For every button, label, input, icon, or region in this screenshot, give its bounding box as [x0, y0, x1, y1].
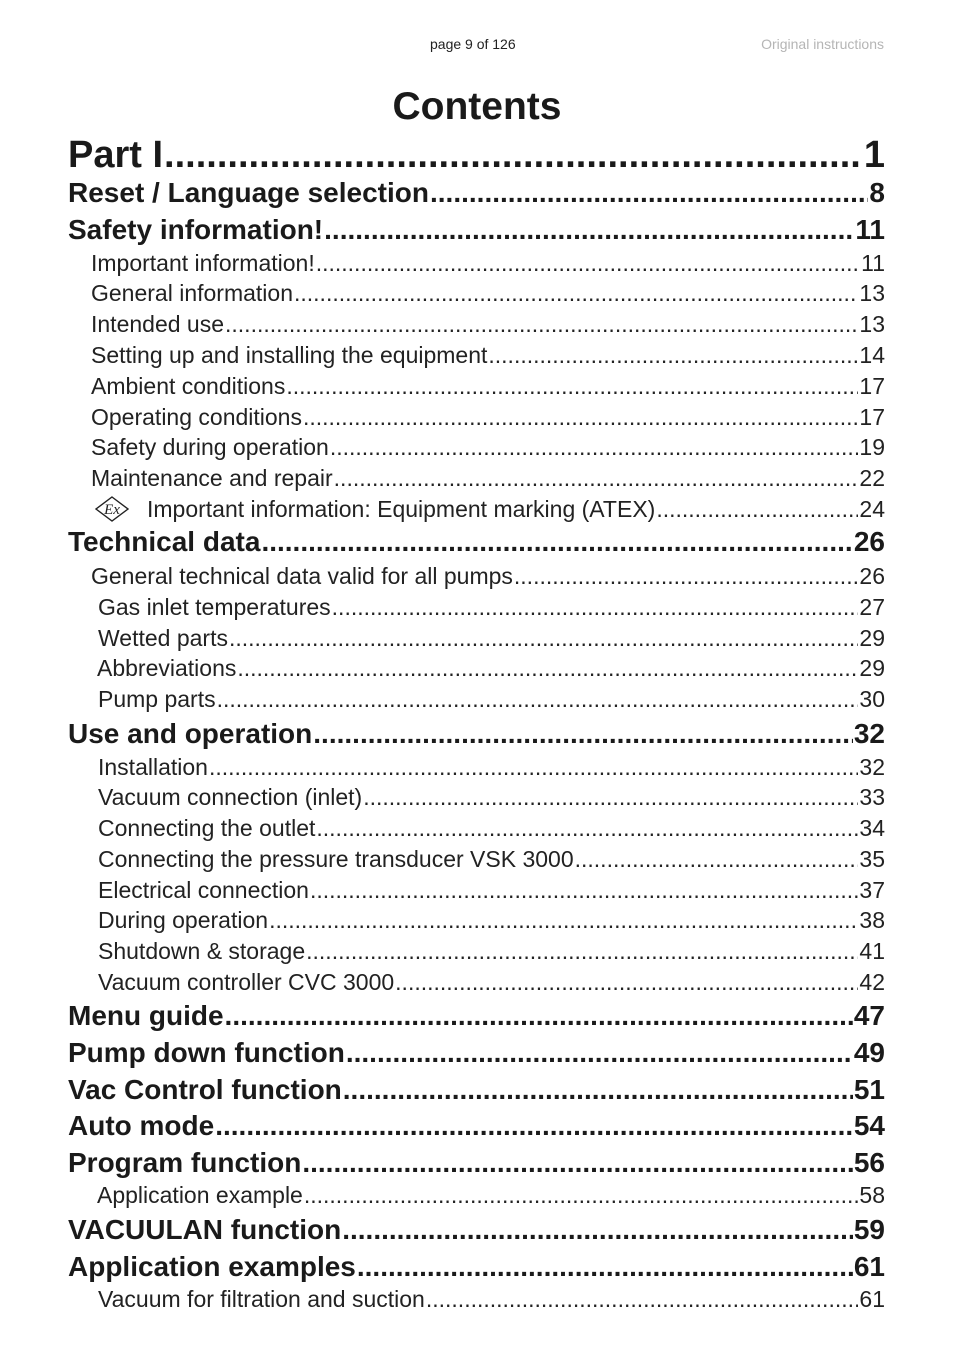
toc-entry[interactable]: [68, 1213, 885, 1247]
toc-entry-title: Shutdown & storage: [98, 938, 306, 964]
toc-entry[interactable]: [68, 999, 885, 1033]
toc-entry-page: 11: [861, 250, 885, 276]
dot-leader: [313, 717, 853, 751]
toc-entry-title: General information: [91, 280, 293, 306]
toc-entry[interactable]: [98, 814, 885, 842]
toc-entry-title: Program function: [68, 1147, 302, 1178]
toc-entry-page: 14: [859, 342, 885, 368]
toc-entry-title: Maintenance and repair: [91, 465, 333, 491]
dot-leader: [575, 845, 859, 873]
toc-entry-title: Safety information!: [68, 214, 324, 245]
toc-entry-title: General technical data valid for all pumps: [91, 563, 513, 589]
dot-leader: [269, 906, 858, 934]
toc-entry-title: Operating conditions: [91, 404, 302, 430]
dot-leader: [303, 403, 858, 431]
toc-entry[interactable]: [68, 213, 885, 247]
toc-entry-title: Vac Control function: [68, 1074, 342, 1105]
toc-entry-title: Important information: Equipment marking (ATEX): [147, 496, 656, 522]
toc-entry[interactable]: [91, 372, 885, 400]
toc-entry-title: Setting up and installing the equipment: [91, 342, 488, 368]
dot-leader: [343, 1073, 853, 1107]
toc-entry-title: During operation: [98, 907, 269, 933]
toc-entry-title: Vacuum for filtration and suction: [98, 1286, 425, 1312]
toc-entry-page: 11: [855, 214, 885, 245]
toc-entry[interactable]: [91, 464, 885, 492]
toc-entry[interactable]: [68, 176, 885, 210]
toc-entry-page: 56: [853, 1147, 885, 1178]
toc-entry[interactable]: [91, 562, 885, 590]
toc-entry-page: 26: [853, 526, 885, 557]
toc-entry[interactable]: [98, 753, 885, 781]
dot-leader: [346, 1036, 853, 1070]
toc-entry-title-group: [95, 495, 655, 524]
dot-leader: [229, 624, 858, 652]
toc-entry-page: 59: [853, 1214, 885, 1245]
toc-entry-title: Installation: [98, 754, 208, 780]
toc-entry[interactable]: [98, 685, 885, 713]
toc-entry[interactable]: [98, 845, 885, 873]
toc-entry-title: Pump parts: [98, 686, 216, 712]
dot-leader: [330, 433, 859, 461]
dot-leader: [215, 1109, 853, 1143]
toc-entry[interactable]: [68, 1109, 885, 1143]
toc-entry-page: 32: [859, 754, 885, 780]
toc-entry-page: 42: [859, 969, 885, 995]
dot-leader: [310, 876, 858, 904]
toc-entry-page: 17: [859, 373, 885, 399]
toc-entry-title: Connecting the pressure transducer VSK 3000: [98, 846, 574, 872]
dot-leader: [261, 525, 852, 559]
dot-leader: [488, 341, 858, 369]
toc-entry[interactable]: [97, 1181, 885, 1209]
toc-entry-title: Pump down function: [68, 1037, 345, 1068]
toc-entry-title: Important information!: [91, 250, 315, 276]
toc-entry-title: Vacuum controller CVC 3000: [98, 969, 395, 995]
toc-entry-title: Use and operation: [68, 718, 313, 749]
toc-entry-page: 38: [859, 907, 885, 933]
dot-leader: [225, 310, 858, 338]
dot-leader: [237, 654, 858, 682]
toc-entry-page: 54: [853, 1110, 885, 1141]
toc-entry-page: 35: [859, 846, 885, 872]
toc-entry[interactable]: [91, 310, 885, 338]
toc-entry[interactable]: [68, 1146, 885, 1180]
toc-entry-page: 17: [859, 404, 885, 430]
toc-entry-title: Wetted parts: [98, 625, 228, 651]
document-note: Original instructions: [761, 36, 884, 52]
toc-entry-title: Reset / Language selection: [68, 177, 429, 208]
toc-entry-page: 8: [869, 177, 885, 208]
dot-leader: [306, 937, 858, 965]
dot-leader: [164, 133, 863, 177]
toc-entry[interactable]: [91, 249, 885, 277]
toc-entry-page: 33: [859, 784, 885, 810]
dot-leader: [286, 372, 858, 400]
toc-entry-page: 51: [853, 1074, 885, 1105]
svg-text:Ex: Ex: [104, 501, 120, 518]
toc-entry[interactable]: [68, 717, 885, 751]
toc-entry-page: 61: [859, 1286, 885, 1312]
toc-entry-page: 26: [859, 563, 885, 589]
toc-entry-title: Part I: [68, 134, 164, 176]
toc-entry[interactable]: [68, 1073, 885, 1107]
toc-entry-title: Electrical connection: [98, 877, 309, 903]
toc-entry-title: Application examples: [68, 1251, 356, 1282]
toc-entry[interactable]: [98, 1285, 885, 1313]
toc-entry-title: Vacuum connection (inlet): [98, 784, 363, 810]
toc-entry-title: Application example: [97, 1182, 303, 1208]
toc-entry[interactable]: [98, 783, 885, 811]
dot-leader: [302, 1146, 853, 1180]
toc-entry[interactable]: [91, 403, 885, 431]
toc-entry-title: Technical data: [68, 526, 261, 557]
toc-entry[interactable]: [91, 341, 885, 369]
dot-leader: [395, 968, 858, 996]
toc-entry-page: 34: [859, 815, 885, 841]
dot-leader: [304, 1181, 859, 1209]
toc-entry-title: Intended use: [91, 311, 225, 337]
ex-atex-icon: [95, 496, 129, 522]
page-number: page 9 of 126: [430, 36, 516, 52]
dot-leader: [514, 562, 859, 590]
dot-leader: [294, 279, 858, 307]
dot-leader: [426, 1285, 859, 1313]
toc-entry[interactable]: [95, 495, 885, 524]
toc-entry[interactable]: [91, 433, 885, 461]
toc-entry[interactable]: [97, 654, 885, 682]
toc-entry-page: 32: [853, 718, 885, 749]
toc-entry[interactable]: [98, 624, 885, 652]
dot-leader: [209, 753, 858, 781]
toc-entry-page: 1: [863, 134, 885, 176]
dot-leader: [316, 814, 858, 842]
toc-entry-title: Safety during operation: [91, 434, 329, 460]
toc-entry-page: 61: [853, 1251, 885, 1282]
dot-leader: [217, 685, 859, 713]
toc-entry-title: Abbreviations: [97, 655, 237, 681]
toc-entry-title: Connecting the outlet: [98, 815, 316, 841]
toc-entry[interactable]: [98, 937, 885, 965]
toc-entry-page: 27: [859, 594, 885, 620]
toc-entry[interactable]: [68, 133, 885, 177]
dot-leader: [357, 1250, 853, 1284]
toc-entry-page: 13: [859, 280, 885, 306]
dot-leader: [656, 495, 858, 523]
dot-leader: [430, 176, 868, 210]
toc-entry-page: 41: [859, 938, 885, 964]
toc-entry-page: 29: [859, 655, 885, 681]
toc-entry[interactable]: [98, 876, 885, 904]
toc-entry-page: 58: [859, 1182, 885, 1208]
toc-entry-page: 24: [859, 496, 885, 522]
toc-entry-title: Gas inlet temperatures: [98, 594, 331, 620]
dot-leader: [334, 464, 859, 492]
toc-entry-page: 37: [859, 877, 885, 903]
dot-leader: [332, 593, 859, 621]
toc-entry[interactable]: [98, 906, 885, 934]
dot-leader: [342, 1213, 853, 1247]
toc-entry-title: Menu guide: [68, 1000, 224, 1031]
toc-entry-page: 22: [859, 465, 885, 491]
toc-entry-page: 13: [859, 311, 885, 337]
toc-entry-title: VACUULAN function: [68, 1214, 342, 1245]
toc-entry-title: Auto mode: [68, 1110, 215, 1141]
toc-entry[interactable]: [68, 525, 885, 559]
toc-entry-page: 49: [853, 1037, 885, 1068]
toc-entry-title: Ambient conditions: [91, 373, 286, 399]
toc-entry[interactable]: [68, 1250, 885, 1284]
dot-leader: [225, 999, 853, 1033]
dot-leader: [363, 783, 858, 811]
toc-entry-page: 19: [859, 434, 885, 460]
contents-title: Contents: [392, 85, 562, 128]
toc-entry-page: 30: [859, 686, 885, 712]
toc-entry[interactable]: [91, 279, 885, 307]
toc-entry[interactable]: [98, 968, 885, 996]
toc-entry-page: 47: [853, 1000, 885, 1031]
dot-leader: [316, 249, 860, 277]
toc-entry[interactable]: [98, 593, 885, 621]
toc-entry[interactable]: [68, 1036, 885, 1070]
toc-entry-page: 29: [859, 625, 885, 651]
dot-leader: [324, 213, 854, 247]
